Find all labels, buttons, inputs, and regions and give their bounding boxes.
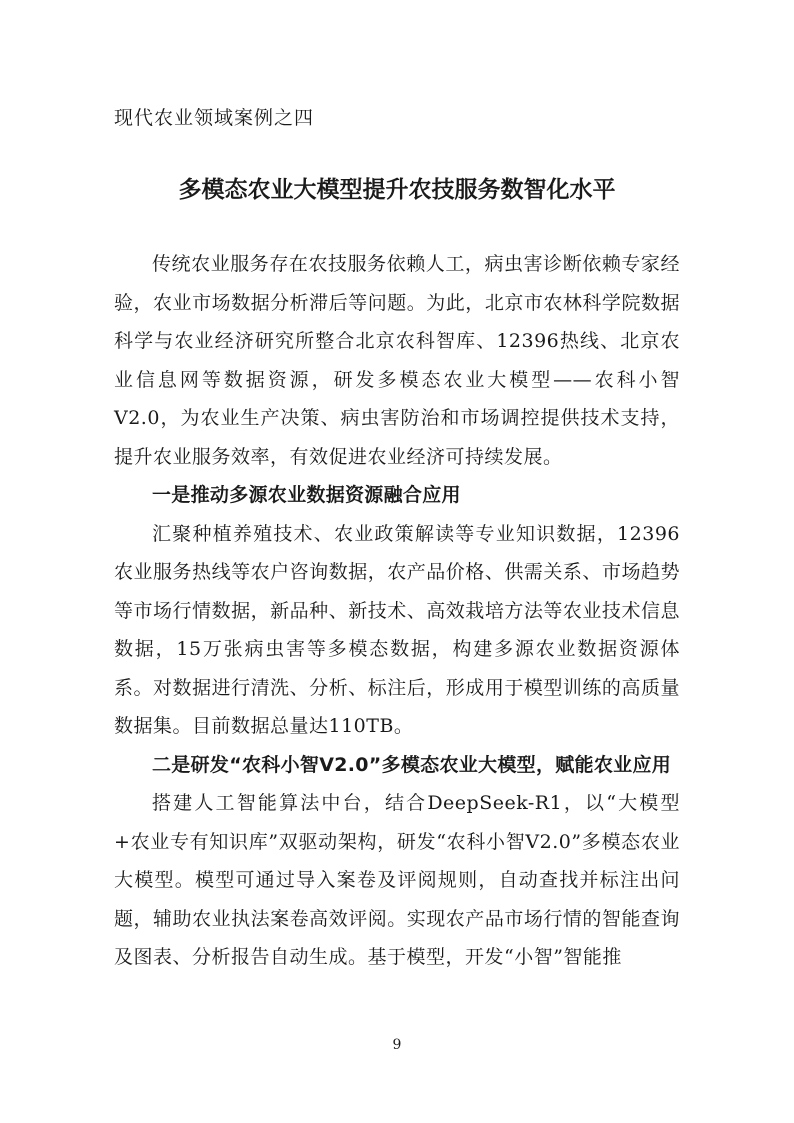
page-number: 9 xyxy=(392,1037,402,1053)
document-body xyxy=(114,245,680,977)
series-label: 现代农业领域案例之四 xyxy=(114,107,315,129)
section-paragraph-1: 汇聚种植养殖技术、农业政策解读等专业知识数据，12396农业服务热线等农户咨询数据，农产品价格、供需关系、市场趋势等市场行情数据，新品种、新技术、高效栽培方法等农业技术信息数据，15万张病虫害等多模态数据，构建多源农业数据资源体系。对数据进行清洗、分析、标注后，形成用于模型训练的高质量数据集。目前数据总量达110TB。 xyxy=(114,522,680,737)
section-heading-1: 一是推动多源农业数据资源融合应用 xyxy=(152,484,461,506)
section-paragraph-2: 搭建人工智能算法中台，结合DeepSeek-R1，以“大模型+农业专有知识库”双驱动架构，研发“农科小智V2.0”多模态农业大模型。模型可通过导入案卷及评阅规则，自动查找并标注出问题，辅助农业执法案卷高效评阅。实现农产品市场行情的智能查询及图表、分析报告自动生成。基于模型，开发“小智”智能推 xyxy=(114,792,680,968)
document-title: 多模态农业大模型提升农技服务数智化水平 xyxy=(178,177,616,203)
section-heading-2: 二是研发“农科小智V2.0”多模态农业大模型，赋能农业应用 xyxy=(152,753,672,776)
intro-paragraph: 传统农业服务存在农技服务依赖人工，病虫害诊断依赖专家经验，农业市场数据分析滞后等问题。为此，北京市农林科学院数据科学与农业经济研究所整合北京农科智库、12396热线、北京农业信息网等数据资源，研发多模态农业大模型——农科小智V2.0，为农业生产决策、病虫害防治和市场调控提供技术支持，提升农业服务效率，有效促进农业经济可持续发展。 xyxy=(114,253,680,468)
